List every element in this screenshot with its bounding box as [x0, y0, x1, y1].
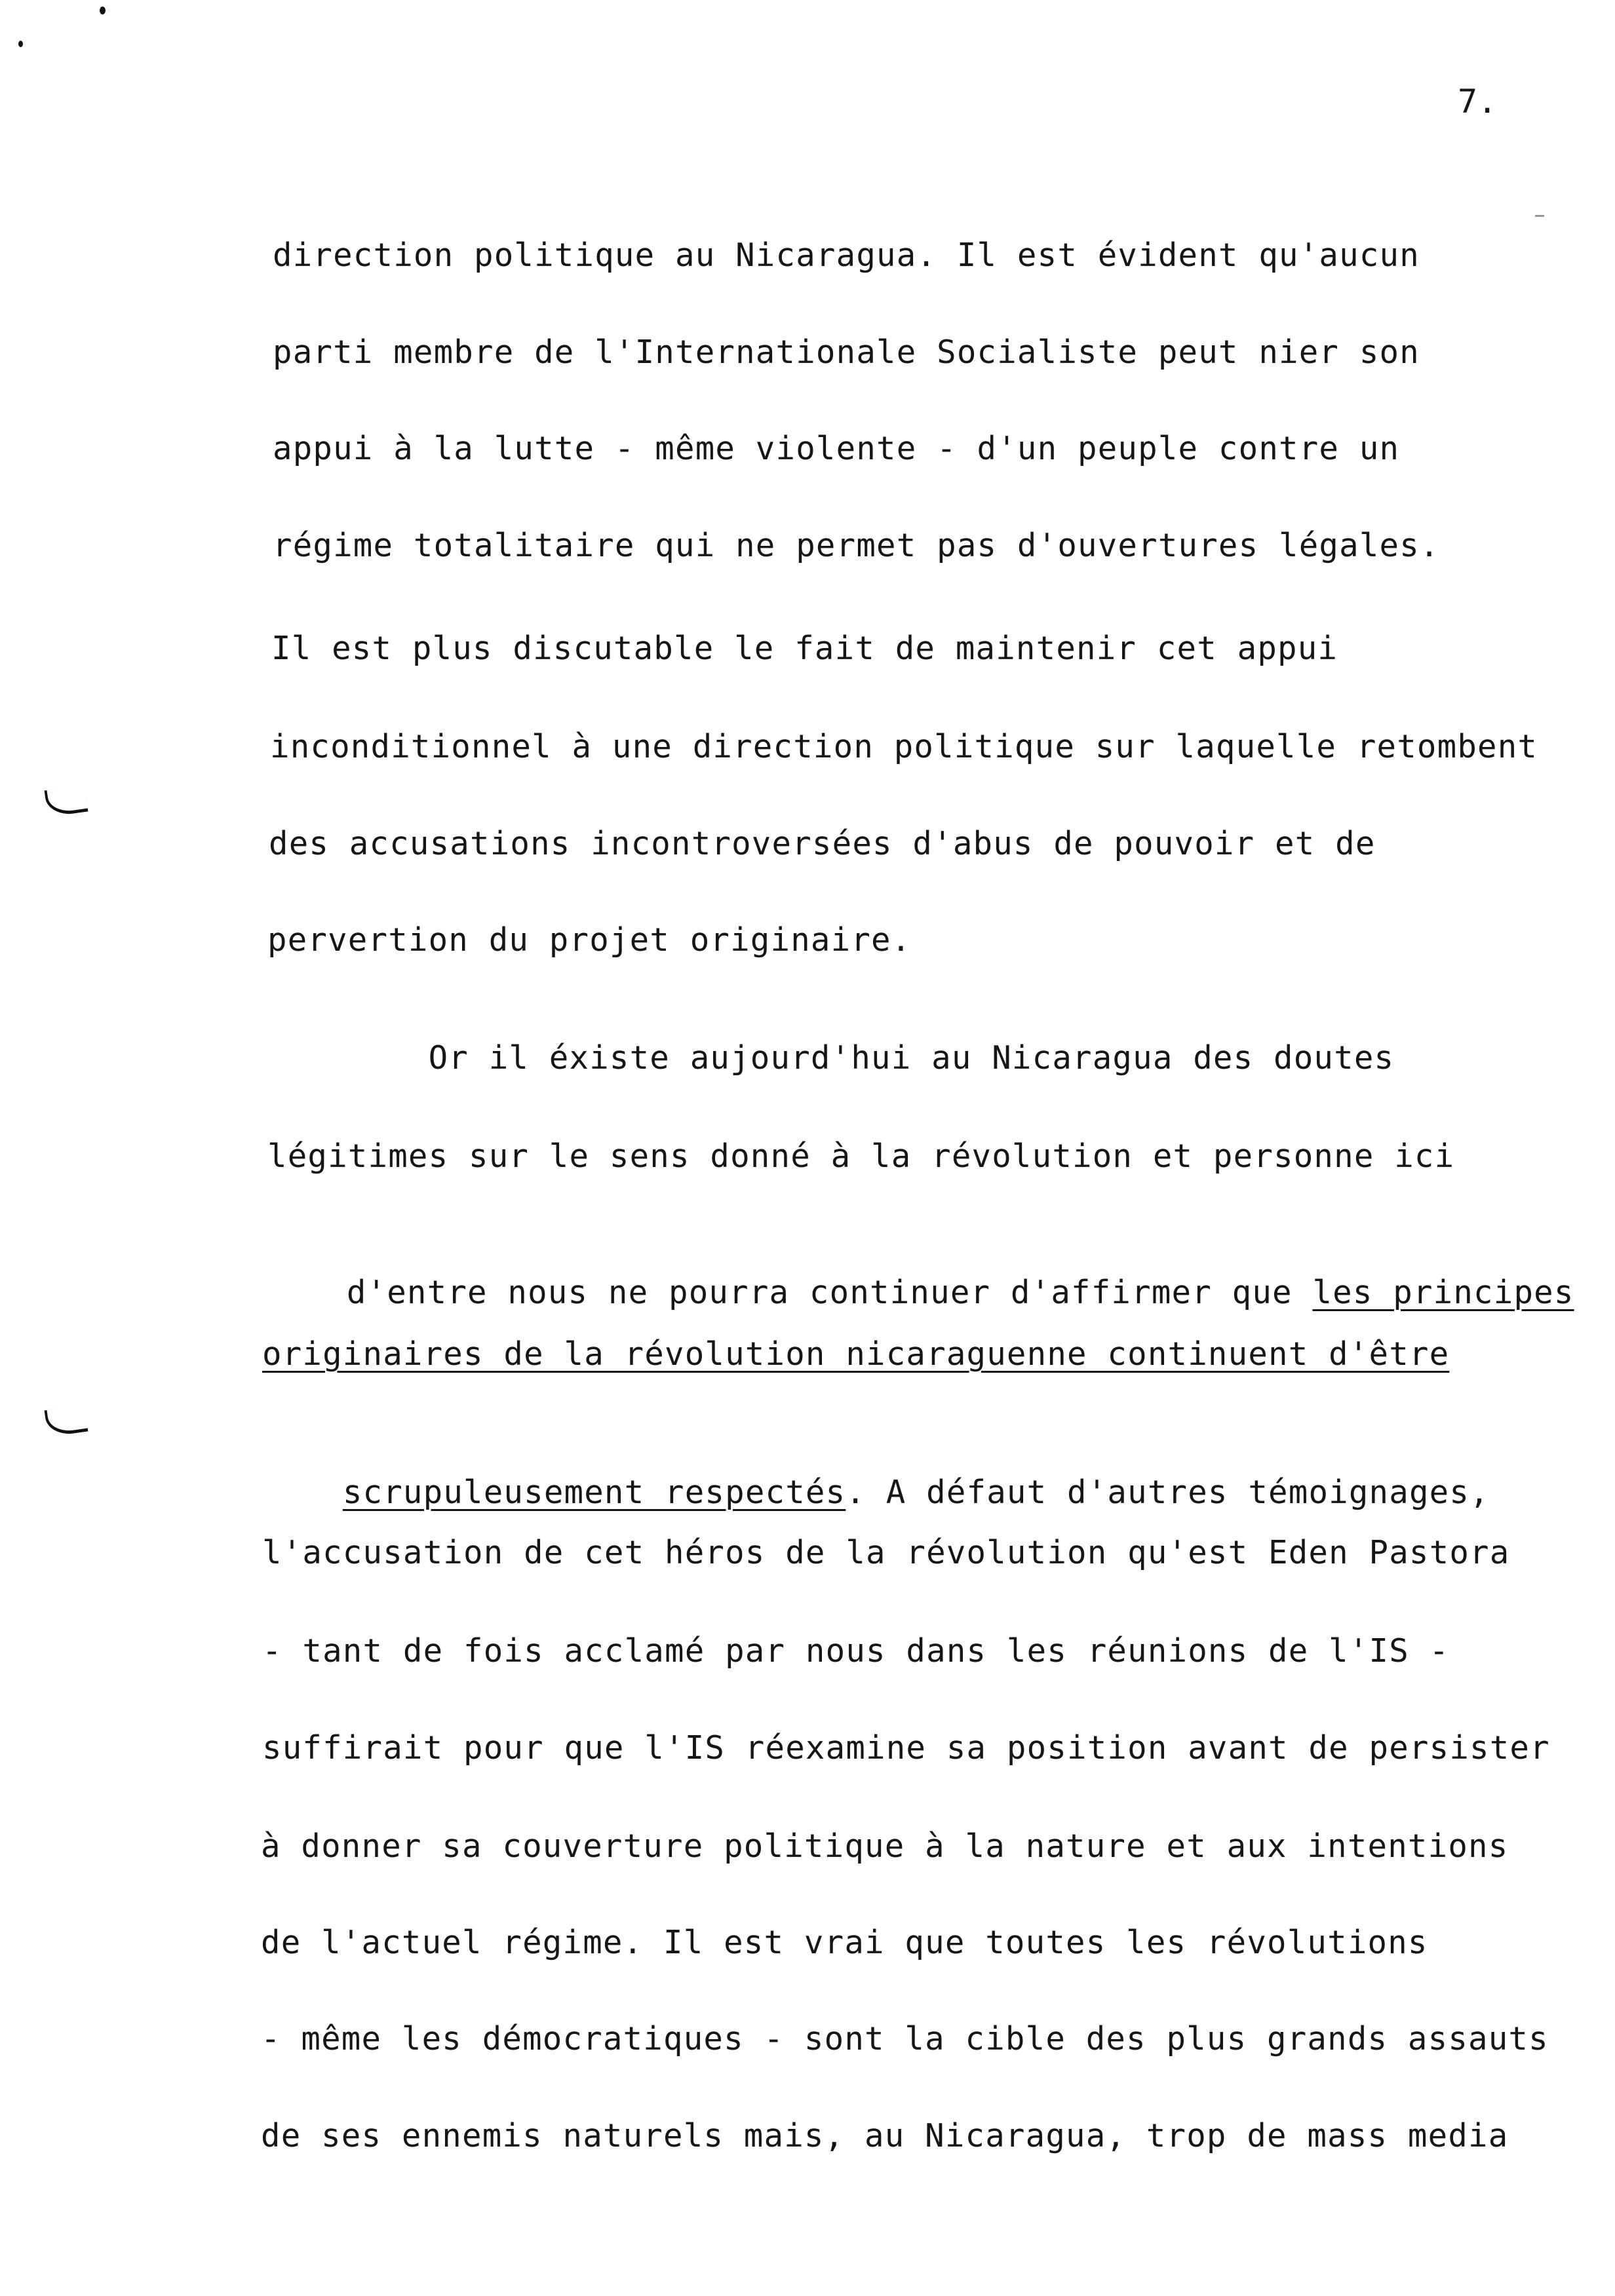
- text-line: - même les démocratiques - sont la cible des plus grands assauts: [261, 2020, 1549, 2057]
- scan-dot: [100, 7, 106, 14]
- scan-dot: [18, 41, 23, 47]
- text-line: de l'actuel régime. Il est vrai que toutes les révolutions: [261, 1924, 1428, 1961]
- underlined-text: scrupuleusement respectés: [342, 1474, 846, 1511]
- text-line: appui à la lutte - même violente - d'un peuple contre un: [273, 430, 1400, 467]
- text-line: de ses ennemis naturels mais, au Nicaragua, trop de mass media: [261, 2117, 1509, 2154]
- underlined-text: les principes: [1312, 1274, 1574, 1311]
- text-line: Il est plus discutable le fait de maintenir cet appui: [271, 630, 1338, 667]
- text-line: à donner sa couverture politique à la nature et aux intentions: [261, 1827, 1509, 1865]
- page-number: 7.: [1458, 83, 1498, 121]
- scan-dash: [1535, 215, 1544, 217]
- binding-hole-mark: [44, 1405, 88, 1437]
- text-line: [266, 1234, 1574, 1352]
- text-line: parti membre de l'Internationale Socialiste peut nier son: [273, 334, 1420, 371]
- binding-hole-mark: [44, 785, 88, 817]
- text-line: légitimes sur le sens donné à la révolution et personne ici: [267, 1138, 1455, 1175]
- underlined-line: originaires de la révolution nicaraguenne continuent d'être: [262, 1335, 1450, 1373]
- text-line: - tant de fois acclamé par nous dans les réunions de l'IS -: [262, 1632, 1450, 1670]
- text-line: régime totalitaire qui ne permet pas d'ouvertures légales.: [273, 527, 1440, 564]
- text-line: inconditionnel à une direction politique sur laquelle retombent: [270, 728, 1538, 765]
- text-line: direction politique au Nicaragua. Il est évident qu'aucun: [273, 237, 1420, 274]
- text-segment: . A défaut d'autres témoignages,: [846, 1474, 1490, 1511]
- text-line: l'accusation de cet héros de la révolution qu'est Eden Pastora: [262, 1534, 1510, 1571]
- text-segment: d'entre nous ne pourra continuer d'affirmer que: [346, 1274, 1313, 1311]
- text-line: Or il éxiste aujourd'hui au Nicaragua des doutes: [267, 1039, 1395, 1077]
- text-line: pervertion du projet originaire.: [267, 921, 912, 959]
- text-line: suffirait pour que l'IS réexamine sa position avant de persister: [262, 1729, 1550, 1767]
- text-line: des accusations incontroversées d'abus de pouvoir et de: [269, 825, 1376, 862]
